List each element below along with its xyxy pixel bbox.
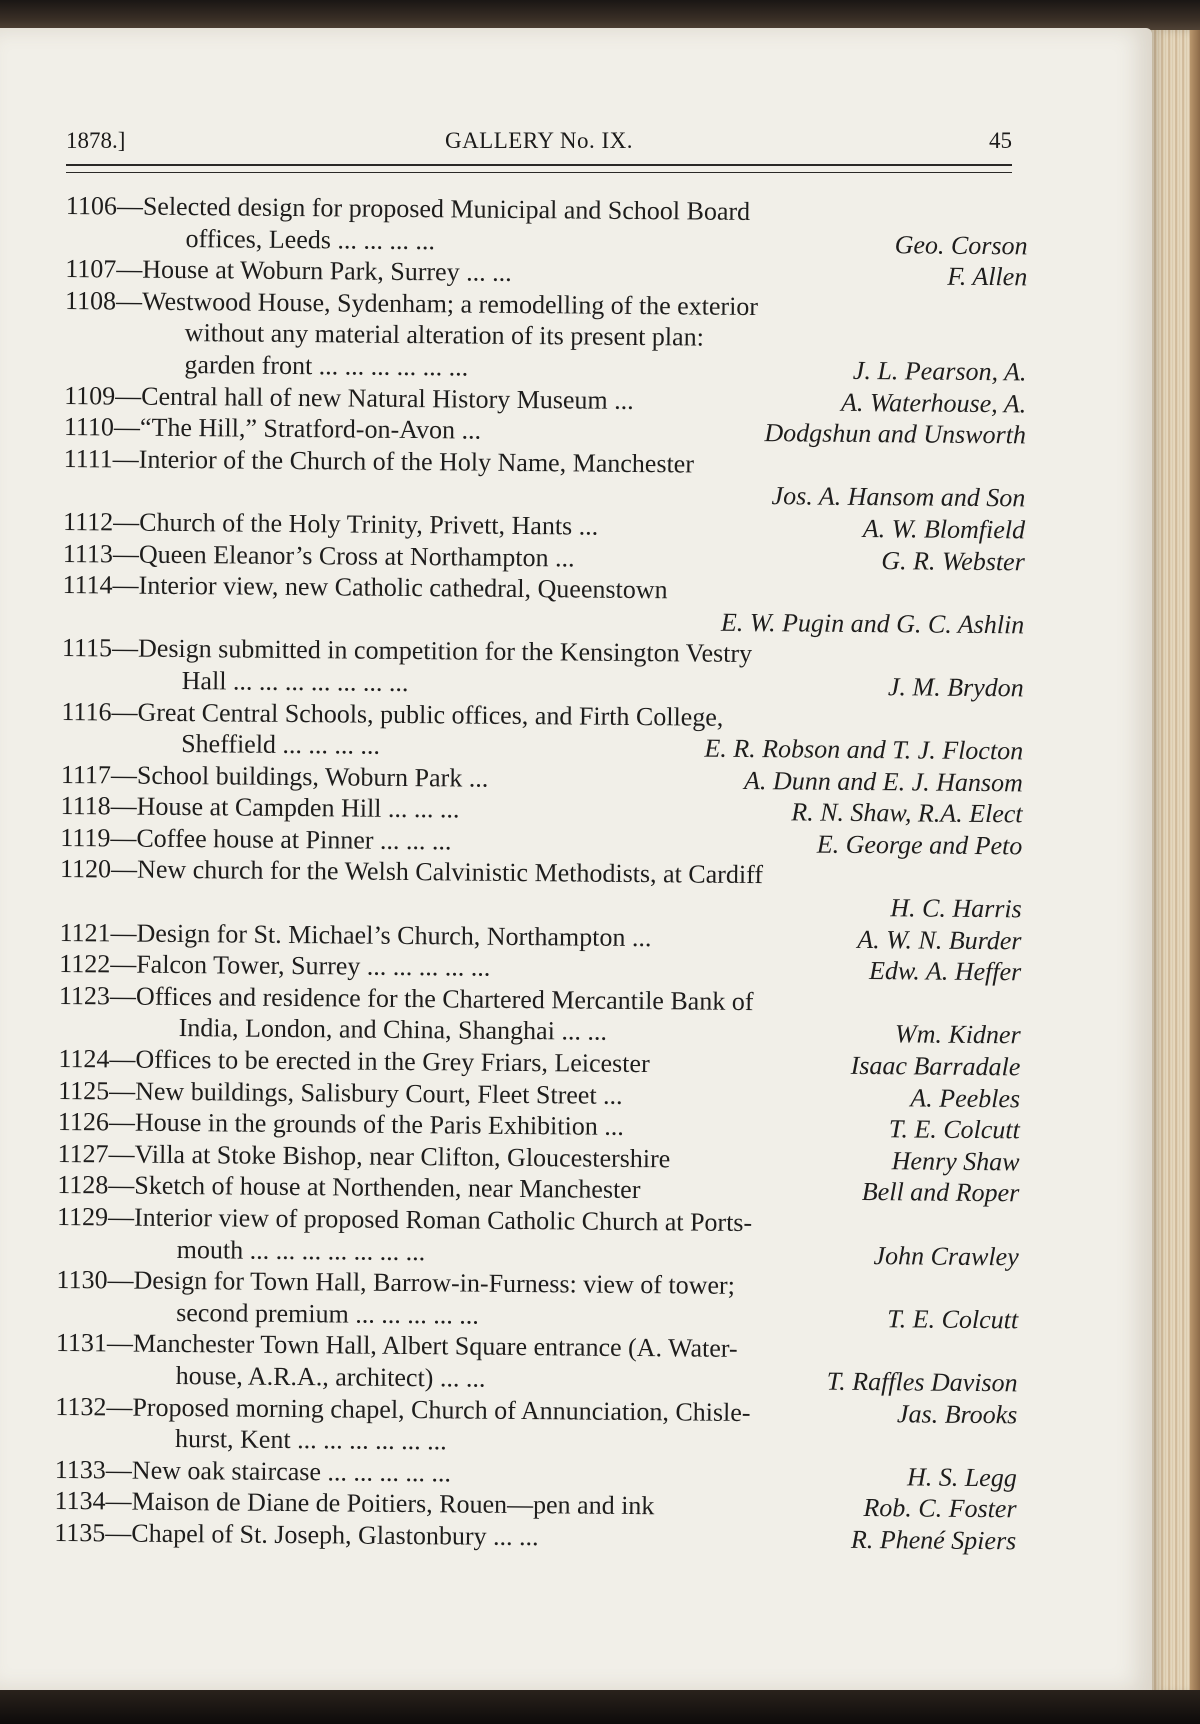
entry-architect: H. C. Harris <box>890 893 1022 924</box>
entry-architect: John Crawley <box>873 1240 1019 1271</box>
entry-continuation: without any material alteration of its present plan: <box>184 318 704 352</box>
page-stack-edge <box>1150 30 1200 1694</box>
catalogue-entry <box>62 569 1025 641</box>
entry-architect: Isaac Barradale <box>850 1050 1021 1082</box>
entry-architect: E. R. Robson and T. J. Flocton <box>704 733 1024 766</box>
entry-title: 1107—House at Woburn Park, Surrey ... ... <box>65 254 512 288</box>
entry-architect: E. W. Pugin and G. C. Ashlin <box>720 607 1025 640</box>
entry-title: 1132—Proposed morning chapel, Church of Annunciation, Chisle- <box>55 1391 751 1427</box>
catalogue-entry <box>65 190 1028 262</box>
entry-architect: T. E. Colcutt <box>887 1303 1019 1335</box>
entry-title: 1127—Villa at Stoke Bishop, near Clifton, Gloucestershire <box>57 1138 671 1174</box>
entry-title: 1131—Manchester Town Hall, Albert Square entrance (A. Water- <box>55 1328 738 1364</box>
catalogue-entry <box>63 443 1026 515</box>
running-header <box>66 126 1012 166</box>
catalogue-entry <box>62 632 1025 704</box>
entry-title: 1118—House at Campden Hill ... ... ... <box>60 791 460 824</box>
entry-architect: Dodgshun and Unsworth <box>764 418 1027 450</box>
entry-architect: J. L. Pearson, A. <box>852 355 1027 387</box>
entry-architect: J. M. Brydon <box>887 672 1024 703</box>
entry-title: 1121—Design for St. Michael’s Church, Northampton ... <box>59 917 652 952</box>
entry-title: 1125—New buildings, Salisbury Court, Fleet Street ... <box>58 1075 623 1110</box>
entry-title: 1111—Interior of the Church of the Holy Name, Manchester <box>63 443 695 479</box>
entry-architect: Rob. C. Foster <box>863 1493 1017 1524</box>
entry-title: 1134—Maison de Diane de Poitiers, Rouen—pen and ink <box>54 1486 655 1521</box>
entry-continuation: Sheffield ... ... ... ... <box>181 729 381 760</box>
entry-title: 1135—Chapel of St. Joseph, Glastonbury ... ... <box>54 1517 539 1552</box>
entry-architect: A. Dunn and E. J. Hansom <box>743 765 1023 798</box>
book-bottom-edge <box>0 1690 1200 1724</box>
entry-continuation: Hall ... ... ... ... ... ... ... <box>181 665 409 697</box>
entry-title: 1113—Queen Eleanor’s Cross at Northampton ... <box>62 538 575 572</box>
entry-title: 1126—House in the grounds of the Paris Exhibition ... <box>57 1107 624 1142</box>
entry-title: 1128—Sketch of house at Northenden, near Manchester <box>57 1170 641 1205</box>
entry-architect: A. W. Blomfield <box>862 513 1026 545</box>
entry-continuation: India, London, and China, Shanghai ... ... <box>178 1013 608 1047</box>
header-year: 1878.] <box>66 128 126 153</box>
entry-title: 1123—Offices and residence for the Chartered Mercantile Bank of <box>58 980 754 1016</box>
entry-title: 1110—“The Hill,” Stratford-on-Avon ... <box>63 412 482 445</box>
entry-continuation: second premium ... ... ... ... ... <box>176 1297 479 1330</box>
entry-architect: T. Raffles Davison <box>826 1366 1018 1398</box>
catalogue-entry <box>56 1327 1019 1399</box>
catalogue-entry <box>57 1201 1020 1273</box>
entry-architect: H. S. Legg <box>906 1462 1017 1493</box>
entry-architect: R. Phené Spiers <box>850 1524 1017 1556</box>
entry-architect: A. Waterhouse, A. <box>840 387 1027 418</box>
entry-title: 1115—Design submitted in competition for the Kensington Vestry <box>61 633 753 669</box>
entry-architect: Jos. A. Hansom and Son <box>771 481 1026 513</box>
entry-continuation: house, A.R.A., architect) ... ... <box>175 1360 486 1393</box>
entry-architect: E. George and Peto <box>816 829 1023 861</box>
header-rule <box>66 164 1012 173</box>
entry-title: 1117—School buildings, Woburn Park ... <box>60 759 489 793</box>
entry-architect: T. E. Colcutt <box>888 1114 1020 1145</box>
entry-title: 1122—Falcon Tower, Surrey ... ... ... ... ... <box>59 949 491 982</box>
entry-title: 1133—New oak staircase ... ... ... ... ... <box>54 1454 452 1488</box>
catalogue-entries <box>54 190 1028 1557</box>
entry-title: 1124—Offices to be erected in the Grey Friars, Leicester <box>58 1043 650 1079</box>
entry-title: 1119—Coffee house at Pinner ... ... ... <box>60 822 452 856</box>
entry-title: 1116—Great Central Schools, public offices, and Firth College, <box>61 696 724 732</box>
catalogue-entry <box>60 853 1023 925</box>
entry-title: 1129—Interior view of proposed Roman Catholic Church at Ports- <box>56 1201 753 1238</box>
entry-continuation: garden front ... ... ... ... ... ... <box>184 350 469 382</box>
catalogue-entry <box>56 1264 1019 1336</box>
entry-architect: Geo. Corson <box>894 229 1028 260</box>
catalogue-entry <box>64 285 1027 388</box>
entry-architect: G. R. Webster <box>881 545 1025 576</box>
entry-architect: Bell and Roper <box>861 1177 1020 1208</box>
entry-title: 1112—Church of the Holy Trinity, Privett, Hants ... <box>62 506 599 541</box>
entry-architect: Edw. A. Heffer <box>868 956 1022 987</box>
entry-continuation: mouth ... ... ... ... ... ... ... <box>176 1234 426 1266</box>
entry-architect: F. Allen <box>947 261 1028 292</box>
entry-architect: A. W. N. Burder <box>857 924 1022 956</box>
entry-architect: R. N. Shaw, R.A. Elect <box>791 797 1023 829</box>
catalogue-entry <box>55 1391 1018 1463</box>
page-number: 45 <box>989 128 1012 153</box>
catalogue-entry <box>61 695 1024 767</box>
header-title: GALLERY No. IX. <box>444 128 634 153</box>
entry-title: 1109—Central hall of new Natural History Museum ... <box>64 380 634 415</box>
entry-title: 1108—Westwood House, Sydenham; a remodelling of the exterior <box>64 285 759 321</box>
entry-title: 1120—New church for the Welsh Calvinistic Methodists, at Cardiff <box>59 854 764 890</box>
catalogue-entry <box>59 980 1022 1052</box>
entry-title: 1130—Design for Town Hall, Barrow-in-Furness: view of tower; <box>56 1265 735 1301</box>
entry-architect: A. Peebles <box>910 1083 1021 1113</box>
entry-continuation: offices, Leeds ... ... ... ... <box>185 223 436 255</box>
entry-architect: Henry Shaw <box>891 1146 1020 1177</box>
entry-title: 1114—Interior view, new Catholic cathedral, Queenstown <box>62 570 668 605</box>
entry-continuation: hurst, Kent ... ... ... ... ... ... <box>174 1424 447 1456</box>
entry-title: 1106—Selected design for proposed Municipal and School Board <box>65 190 751 226</box>
entry-architect: Jas. Brooks <box>896 1398 1018 1429</box>
entry-architect: Wm. Kidner <box>894 1019 1021 1050</box>
